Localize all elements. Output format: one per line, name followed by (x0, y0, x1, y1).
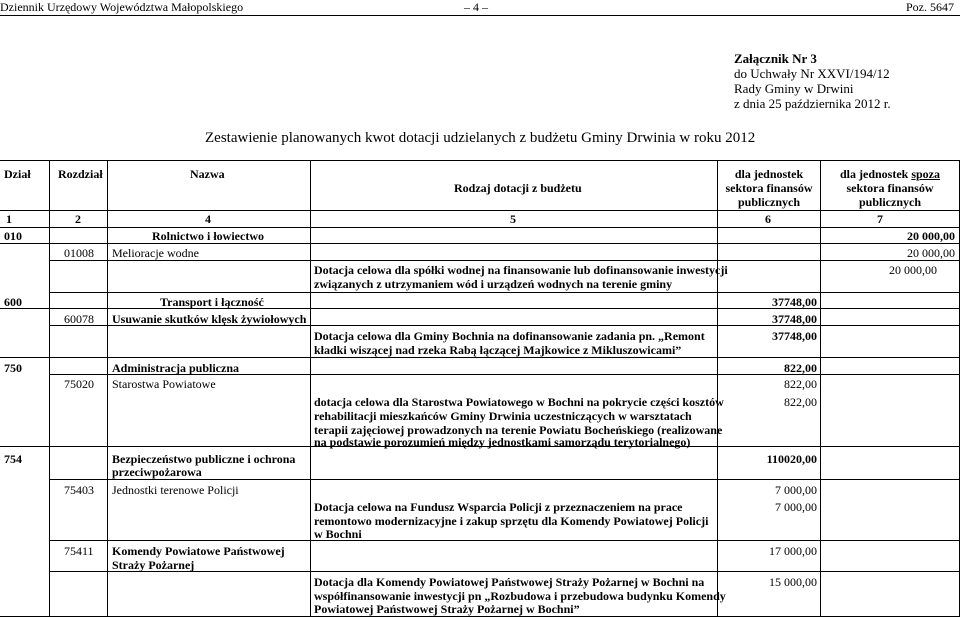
dzial-name: Transport i łączność (160, 295, 264, 309)
running-header (0, 0, 960, 14)
annex-line: do Uchwały Nr XXVI/194/12 (734, 66, 890, 81)
amount-inside: 822,00 (784, 395, 817, 409)
dotation-description: Dotacja celowa na Fundusz Wsparcia Policji z przeznaczeniem na prace (314, 500, 683, 514)
rozdzial-code: 01008 (64, 246, 94, 260)
col-number: 7 (877, 212, 883, 226)
dzial-code: 010 (4, 229, 22, 243)
dotation-description: kładki wiszącej nad rzeka Rabą łączącej Majkowice z Mikluszowicami” (314, 343, 682, 357)
rozdzial-code: 75411 (64, 544, 94, 558)
dotation-description: Powiatowej Państwowej Straży Pożarnej w Bochni” (314, 602, 580, 616)
dzial-code: 600 (4, 295, 22, 309)
dotation-description: Dotacja celowa dla spółki wodnej na finansowanie lub dofinansowanie inwestycji (314, 263, 728, 277)
amount-outside: 20 000,00 (907, 229, 955, 243)
dotation-description: związanych z utrzymaniem wód i urządzeń wodnych na terenie gminy (314, 277, 673, 291)
col-header-in-line: dla jednostek (734, 167, 804, 181)
dotation-description: współfinansowanie inwestycji pn „Rozbudowa i przebudowa budynku Komendy (314, 589, 726, 603)
dzial-code: 750 (4, 361, 22, 375)
rozdzial-name: Usuwanie skutków klęsk żywiołowych (112, 312, 307, 326)
rozdzial-name: Melioracje wodne (112, 246, 199, 260)
dotation-description: dotacja celowa dla Starostwa Powiatowego w Bochni na pokrycie części kosztów (314, 395, 724, 409)
dzial-name: Bezpieczeństwo publiczne i ochrona (112, 452, 296, 466)
col-number: 2 (75, 212, 81, 226)
col-header-out-line: dla jednostek spoza (839, 167, 940, 181)
col-number: 1 (6, 212, 12, 226)
annex-line: Rady Gminy w Drwini (734, 81, 854, 96)
dotation-description: remontowo modernizacyjne i zakup sprzętu dla Komendy Powiatowej Policji (314, 514, 709, 528)
rozdzial-code: 75403 (64, 483, 94, 497)
rozdzial-name: Starostwa Powiatowe (112, 377, 216, 391)
col-header-rodzaj: Rodzaj dotacji z budżetu (454, 181, 582, 195)
amount-inside: 37748,00 (772, 295, 817, 309)
rozdzial-name: Jednostki terenowe Policji (112, 483, 239, 497)
col-number: 4 (205, 212, 211, 226)
page-number: – 4 – (464, 0, 488, 14)
amount-outside: 20 000,00 (889, 263, 937, 277)
amount-inside: 15 000,00 (769, 575, 817, 589)
annex-line: Załącznik Nr 3 (734, 51, 817, 66)
rozdzial-code: 75020 (64, 377, 94, 391)
amount-inside: 822,00 (784, 377, 817, 391)
col-header-in-line: publicznych (737, 195, 800, 209)
amount-inside: 37748,00 (772, 312, 817, 326)
col-header-nazwa: Nazwa (190, 167, 225, 181)
annex-line: z dnia 25 października 2012 r. (734, 96, 891, 111)
col-number: 5 (510, 212, 516, 226)
dzial-name: Rolnictwo i łowiectwo (152, 229, 264, 243)
amount-inside: 822,00 (784, 361, 817, 375)
dzial-code: 754 (4, 452, 22, 466)
col-header-in-line: sektora finansów (725, 181, 813, 195)
page-title: Zestawienie planowanych kwot dotacji udzielanych z budżetu Gminy Drwinia w roku 2012 (205, 130, 756, 146)
amount-inside: 7 000,00 (775, 483, 817, 497)
header-rule (0, 15, 960, 16)
amount-inside: 110020,00 (766, 452, 817, 466)
rozdzial-name: Komendy Powiatowe Państwowej (112, 544, 285, 558)
amount-inside: 7 000,00 (775, 500, 817, 514)
dotation-description: Dotacja dla Komendy Powiatowej Państwowej Straży Pożarnej w Bochni na (314, 575, 705, 589)
rozdzial-name: Straży Pożarnej (112, 558, 195, 572)
col-header-out-line: publicznych (858, 195, 921, 209)
dzial-name: przeciwpożarowa (112, 465, 202, 479)
col-header-rozdzial: Rozdział (58, 167, 103, 181)
dotation-description: w Bochni (314, 527, 362, 541)
dotation-description: na podstawie porozumień między jednostkami samorządu terytorialnego) (314, 435, 691, 449)
dzial-name: Administracja publiczna (112, 361, 240, 375)
position-number: Poz. 5647 (906, 0, 954, 14)
rozdzial-code: 60078 (64, 312, 94, 326)
amount-inside: 17 000,00 (769, 544, 817, 558)
dotation-description: Dotacja celowa dla Gminy Bochnia na dofinansowanie zadania pn. „Remont (314, 329, 705, 343)
col-number: 6 (765, 212, 771, 226)
journal-name: Dziennik Urzędowy Województwa Małopolskiego (0, 0, 244, 14)
amount-outside: 20 000,00 (907, 246, 955, 260)
col-header-out-line: sektora finansów (846, 181, 934, 195)
amount-inside: 37748,00 (772, 329, 817, 343)
dotation-description: rehabilitacji mieszkańców Gminy Drwinia uczestniczących w warsztatach (314, 409, 692, 423)
annex-note (734, 51, 891, 111)
col-header-dzial: Dział (4, 167, 31, 181)
dotation-description: terapii zajęciowej prowadzonych na terenie Powiatu Bocheńskiego (realizowane (314, 423, 723, 437)
